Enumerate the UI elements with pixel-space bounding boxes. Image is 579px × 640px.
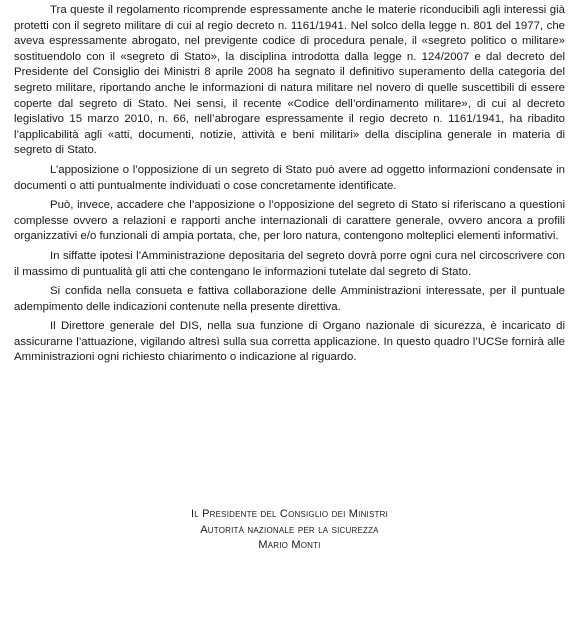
paragraph-administration-care: In siffatte ipotesi l’Amministrazione depositaria del segreto dovrà porre ogni cura nel circoscrivere con il massimo di puntualità gli atti che contengano le informazioni tutelate dal segreto di Stato.: [14, 249, 565, 278]
paragraph-dis-director: Il Direttore generale del DIS, nella sua funzione di Organo nazionale di sicurezza, è incaricato di assicurarne l’attuazione, vigilando altresì sulla sua corretta applicazione. In questo quadro l’UCSe fornirà alle Amministrazioni ogni richiesto chiarimento o indicazione al riguardo.: [14, 320, 565, 364]
paragraph-complex-questions: Può, invece, accadere che l’apposizione o l’opposizione del segreto di Stato si riferiscano a questioni complesse ovvero a relazioni e rapporti anche internazionali di carattere generale, ovvero ancora a profili organizzativi e/o funzionali di ampia portata, che, per loro natura, contengono molteplici elementi informativi.: [14, 199, 565, 243]
paragraph-apposition: L’apposizione o l’opposizione di un segreto di Stato può avere ad oggetto informazioni condensate in documenti o atti puntualmente individuati o cose concretamente identificate.: [14, 163, 565, 192]
paragraph-collaboration: Si confida nella consueta e fattiva collaborazione delle Amministrazioni interessate, per il puntuale adempimento delle indicazioni contenute nella presente direttiva.: [14, 285, 565, 313]
document-body: [14, 3, 565, 370]
signature-title: Il Presidente del Consiglio dei Ministri: [190, 508, 389, 520]
signature-block: [0, 507, 579, 554]
paragraph-military-secret: Tra queste il regolamento ricomprende espressamente anche le materie riconducibili agli interessi già protetti con il segreto militare di cui al regio decreto n. 1161/1941. Nel solco della legge n. 801 del 1977, che aveva espressamente abrogato, nel previgente codice di procedura penale, il «segreto politico o militare» sostituendolo con il «segreto di Stato», la disciplina introdotta dalla legge n. 124/2007 e dal decreto del Presidente del Consiglio dei Ministri 8 aprile 2008 ha segnato il definitivo superamento della categoria del segreto militare, riportando anche le informazioni di natura militare nel novero di quelle suscettibili di essere coperte dal segreto di Stato. Nei sensi, il recente «Codice dell’ordinamento militare», di cui al decreto legislativo 15 marzo 2010, n. 66, nell’abrogare espressamente il regio decreto n. 1161/1941, ha ribadito l’applicabilità agli «atti, documenti, notizie, attività e beni militari» della disciplina generale in materia di segreto di Stato.: [14, 4, 565, 157]
signature-authority: Autorità nazionale per la sicurezza: [200, 523, 379, 536]
signature-name: Mario Monti: [258, 539, 321, 552]
